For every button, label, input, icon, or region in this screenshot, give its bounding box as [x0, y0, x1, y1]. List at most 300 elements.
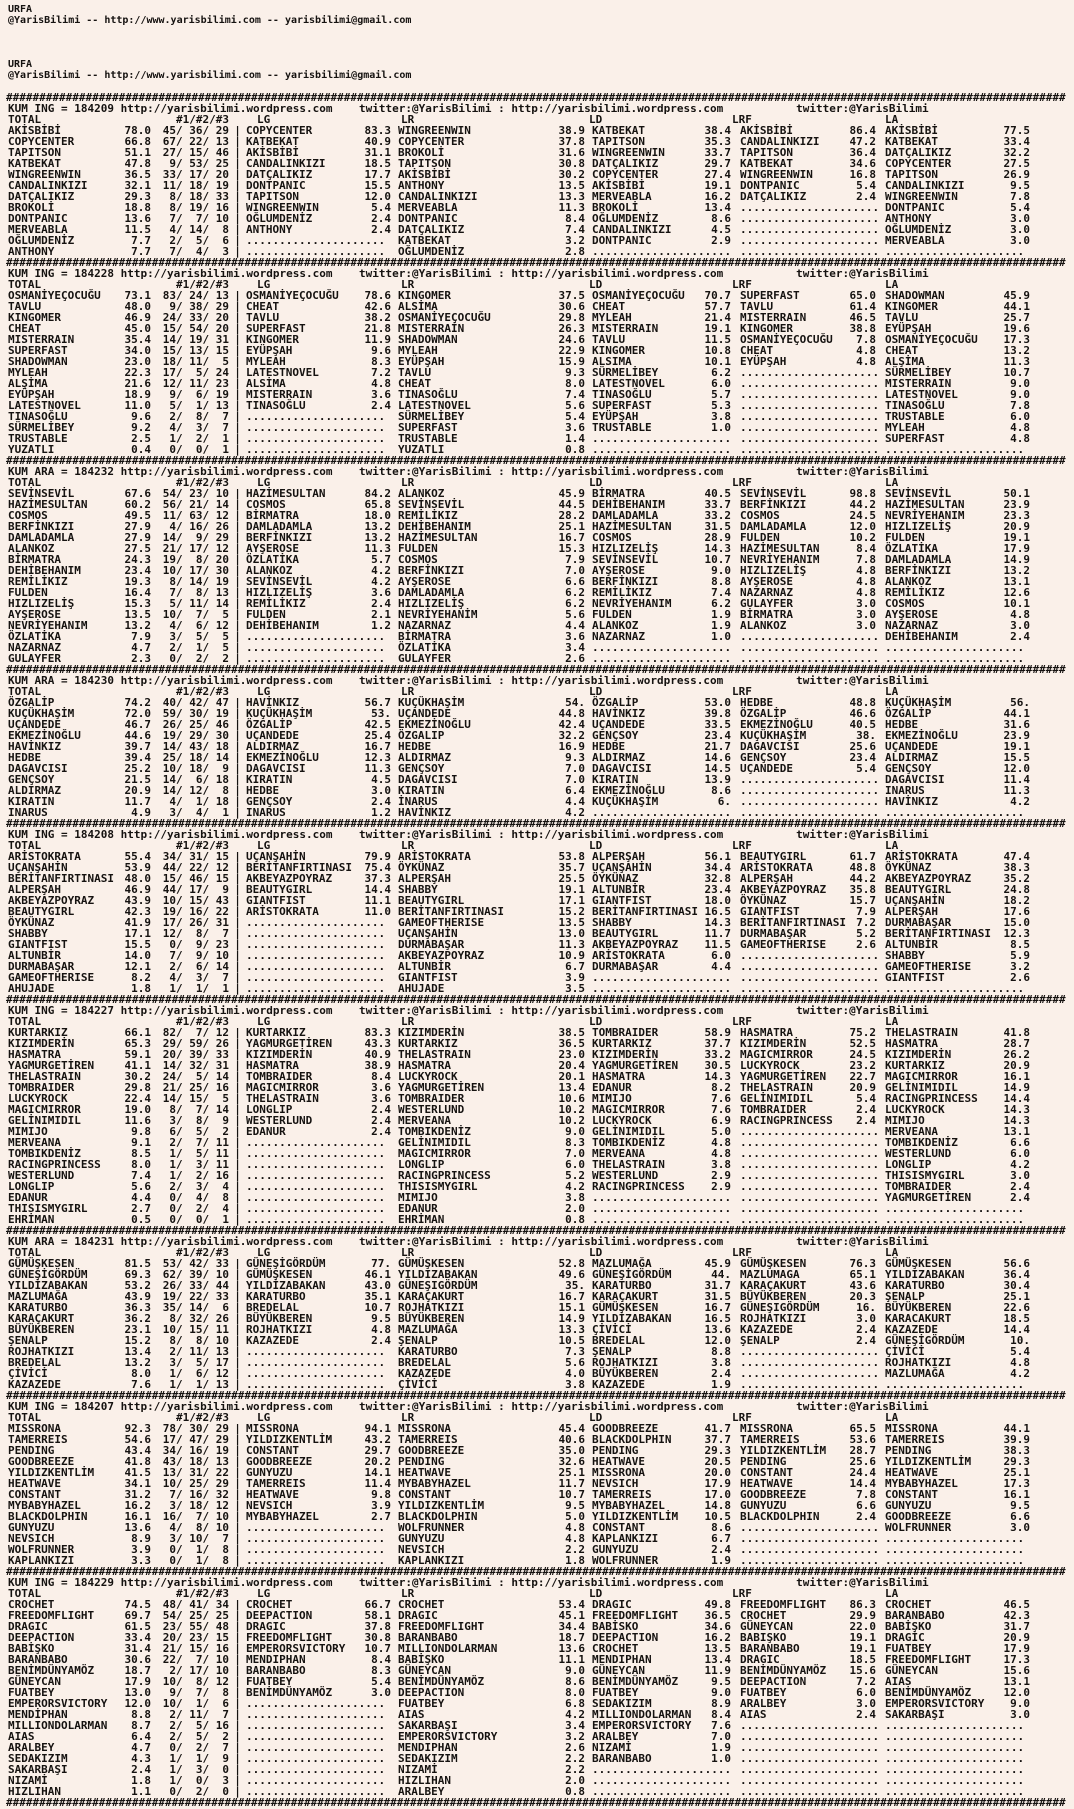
- ld-value: 6.2: [711, 366, 731, 379]
- ld-value: 14.8: [704, 1499, 731, 1512]
- lrf-horse-name: HEATWAVE: [740, 1477, 793, 1490]
- lg-horse-name: TINASOĞLU: [246, 399, 306, 412]
- total-value: 66.8: [124, 135, 151, 148]
- section-title-line: [0, 268, 1074, 279]
- dots-filler: .....................: [885, 1543, 1025, 1556]
- lr-value: 25.1: [558, 520, 585, 533]
- lrf-horse-name: KATBEKAT: [740, 157, 793, 170]
- total-value: 0.4: [131, 443, 151, 456]
- lr-value: 35.0: [558, 1444, 585, 1457]
- ld-horse-name: KINGOMER: [592, 344, 645, 357]
- dots-filler: .....................: [246, 1136, 386, 1149]
- lg-value: 58.1: [364, 1609, 391, 1622]
- ld-value: 1.9: [711, 608, 731, 621]
- column-divider: |: [234, 135, 241, 148]
- placings: 10/ 17/ 30: [162, 564, 229, 577]
- horse-name: KIZIMDERİN: [8, 1037, 75, 1050]
- ld-horse-name: ÖZGALİP: [592, 696, 639, 709]
- lr-value: 7.4: [565, 388, 585, 401]
- lrf-horse-name: GOODBREEZE: [740, 1488, 807, 1501]
- lg-value: 2.4: [371, 1334, 391, 1347]
- lr-horse-name: MERVEANA: [398, 1114, 451, 1127]
- la-value: 4.2: [1010, 1367, 1030, 1380]
- total-value: 45.0: [124, 322, 151, 335]
- ld-value: 29.3: [704, 1444, 731, 1457]
- ld-value: 7.6: [711, 1092, 731, 1105]
- la-value: 3.0: [1010, 1708, 1030, 1721]
- lg-value: 2.4: [371, 223, 391, 236]
- lr-value: 37.8: [558, 135, 585, 148]
- lr-value: 4.8: [565, 1532, 585, 1545]
- ld-horse-name: ALSIMA: [592, 355, 632, 368]
- lg-horse-name: UÇANŞAHİN: [246, 850, 306, 863]
- placings: 21/ 17/ 12: [162, 542, 229, 555]
- col-header-lg: LG: [257, 278, 271, 291]
- lrf-horse-name: CHEAT: [740, 344, 774, 357]
- total-value: 9.1: [131, 1136, 151, 1149]
- horse-name: TAPITSON: [8, 146, 61, 159]
- total-value: 13.6: [124, 1521, 151, 1534]
- ld-value: 13.4: [704, 201, 731, 214]
- col-header-places: #1/#2/#3: [176, 1411, 229, 1424]
- horse-name: CANDALINKIZI: [8, 179, 88, 192]
- ld-value: 1.9: [711, 1741, 731, 1754]
- lg-value: 5.7: [371, 553, 391, 566]
- la-value: 44.1: [1003, 300, 1030, 313]
- lr-value: 6.7: [565, 960, 585, 973]
- ld-horse-name: DURMABAŞAR: [592, 960, 659, 973]
- placings: 2/ 3/ 4: [162, 1180, 229, 1193]
- lrf-value: 34.6: [849, 157, 876, 170]
- column-divider: |: [234, 1345, 241, 1358]
- la-horse-name: GÜNEYCAN: [885, 1664, 938, 1677]
- ld-value: 8.8: [711, 575, 731, 588]
- la-horse-name: MAGICMIRROR: [885, 1070, 958, 1083]
- lrf-horse-name: DEEPACTION: [740, 1675, 807, 1688]
- la-horse-name: MERVEABLA: [885, 234, 945, 247]
- la-value: 31.7: [1003, 1620, 1030, 1633]
- dots-filler: .....................: [246, 1180, 386, 1193]
- lrf-horse-name: DONTPANIC: [740, 179, 800, 192]
- lg-value: 12.3: [364, 751, 391, 764]
- total-value: 22.4: [124, 1092, 151, 1105]
- column-divider: |: [234, 190, 241, 203]
- la-value: 39.9: [1003, 1433, 1030, 1446]
- lrf-horse-name: BİRMATRA: [740, 608, 793, 621]
- column-divider: |: [234, 707, 241, 720]
- lrf-value: 20.3: [849, 1290, 876, 1303]
- dots-filler: .....................: [740, 1191, 880, 1204]
- ld-horse-name: DONTPANIC: [592, 234, 652, 247]
- ld-value: 7.6: [711, 1719, 731, 1732]
- lg-horse-name: REMİLİKIZ: [246, 597, 306, 610]
- ld-value: 34.4: [704, 861, 731, 874]
- column-divider: |: [234, 1653, 241, 1666]
- lr-horse-name: KAZAZEDE: [398, 1367, 451, 1380]
- lr-horse-name: DEHİBEHANIM: [398, 520, 471, 533]
- lg-horse-name: GIANTFIST: [246, 894, 306, 907]
- placings: 82/ 7/ 12: [162, 1026, 229, 1039]
- ld-value: 4.5: [711, 223, 731, 236]
- total-value: 42.3: [124, 905, 151, 918]
- ld-value: 70.7: [704, 289, 731, 302]
- la-horse-name: BABİŞKO: [885, 1620, 932, 1633]
- column-divider: |: [234, 894, 241, 907]
- dots-filler: .....................: [740, 1378, 880, 1391]
- lrf-horse-name: KIZIMDERİN: [740, 1037, 807, 1050]
- horse-name: SÜRMELİBEY: [8, 421, 75, 434]
- total-value: 33.4: [124, 1631, 151, 1644]
- ld-horse-name: TAPITSON: [592, 135, 645, 148]
- ld-horse-name: ALDIRMAZ: [592, 751, 645, 764]
- lr-value: 15.1: [558, 1301, 585, 1314]
- lrf-horse-name: AYŞEROSE: [740, 575, 793, 588]
- ld-horse-name: MERVEABLA: [592, 190, 652, 203]
- column-divider: |: [234, 1609, 241, 1622]
- lg-value: 8.4: [371, 1070, 391, 1083]
- dots-filler: .....................: [246, 1741, 386, 1754]
- lrf-horse-name: KARAÇAKURT: [740, 1279, 807, 1292]
- ld-horse-name: ALANKOZ: [592, 619, 639, 632]
- lr-value: 7.3: [565, 1345, 585, 1358]
- ld-horse-name: GÜNEŞİGÖRDÜM: [592, 1268, 672, 1281]
- ld-horse-name: HIZLIZELİŞ: [592, 542, 659, 555]
- dots-filler: .....................: [246, 1356, 386, 1369]
- lr-horse-name: YILDIZABAKAN: [398, 1268, 478, 1281]
- placings: 3/ 4/ 1: [162, 806, 229, 819]
- dots-filler: .....................: [740, 971, 880, 984]
- lr-value: 10.6: [558, 1092, 585, 1105]
- col-header-lr: LR: [401, 1411, 415, 1424]
- total-value: 8.9: [131, 1532, 151, 1545]
- horse-name: PENDING: [8, 1444, 55, 1457]
- la-horse-name: WESTERLUND: [885, 1147, 952, 1160]
- section-title-line: [0, 675, 1074, 686]
- dots-filler: .....................: [246, 245, 386, 258]
- ld-horse-name: WINGREENWIN: [592, 146, 665, 159]
- ld-horse-name: GÜMÜŞKESEN: [592, 1301, 659, 1314]
- la-value: 13.1: [1003, 1675, 1030, 1688]
- lg-value: 3.9: [371, 1499, 391, 1512]
- lr-value: 35.: [565, 1279, 585, 1292]
- ld-value: 20.0: [704, 1466, 731, 1479]
- column-divider: |: [234, 1323, 241, 1336]
- ld-value: 32.8: [704, 872, 731, 885]
- section: [0, 1566, 1074, 1797]
- la-value: 31.6: [1003, 718, 1030, 731]
- la-value: 11.4: [1003, 773, 1030, 786]
- total-value: 29.3: [124, 190, 151, 203]
- ld-horse-name: HASMATRA: [592, 1070, 645, 1083]
- la-horse-name: TAVLU: [885, 311, 919, 324]
- section: [0, 92, 1074, 257]
- la-value: 3.0: [1010, 212, 1030, 225]
- lr-value: 11.3: [558, 201, 585, 214]
- col-header-total: TOTAL: [8, 1411, 42, 1424]
- lg-horse-name: KARATURBO: [246, 1290, 306, 1303]
- lrf-horse-name: MAGICMIRROR: [740, 1048, 813, 1061]
- section-twitter-handle: twitter:@YarisBilimi: [796, 1004, 929, 1017]
- total-value: 8.8: [131, 1708, 151, 1721]
- lrf-value: 15.6: [849, 1664, 876, 1677]
- lr-horse-name: ALDIRMAZ: [398, 751, 451, 764]
- placings: 48/ 41/ 34: [162, 1598, 229, 1611]
- lg-horse-name: HEDBE: [246, 784, 280, 797]
- ld-value: 13.9: [704, 773, 731, 786]
- col-header-la: LA: [885, 839, 899, 852]
- lr-value: 3.8: [565, 1378, 585, 1391]
- column-divider: |: [234, 344, 241, 357]
- col-header-lg: LG: [257, 476, 271, 489]
- lr-value: 45.1: [558, 1609, 585, 1622]
- dots-filler: .....................: [246, 1532, 386, 1545]
- dots-filler: .....................: [740, 960, 880, 973]
- horse-name: SHADOWMAN: [8, 355, 68, 368]
- la-value: 23.9: [1003, 498, 1030, 511]
- lr-horse-name: HEDBE: [398, 740, 432, 753]
- lr-horse-name: RACINGPRINCESS: [398, 1169, 491, 1182]
- horse-name: KINGOMER: [8, 311, 61, 324]
- total-value: 55.4: [124, 850, 151, 863]
- total-value: 2.4: [131, 1763, 151, 1776]
- col-header-la: LA: [885, 1587, 899, 1600]
- lg-value: 4.8: [371, 1323, 391, 1336]
- lg-value: 14.4: [364, 883, 391, 896]
- la-horse-name: DAGAVCISI: [885, 773, 945, 786]
- lr-horse-name: KAPLANKIZI: [398, 1554, 465, 1567]
- ld-horse-name: BARANBABO: [592, 1752, 652, 1765]
- dots-filler: .....................: [885, 652, 1025, 665]
- col-header-places: #1/#2/#3: [176, 476, 229, 489]
- section: [0, 1390, 1074, 1566]
- la-horse-name: BENİMDÜNYAMÖZ: [885, 1686, 972, 1699]
- total-value: 1.8: [131, 1774, 151, 1787]
- placings: 4/ 3/ 7: [162, 971, 229, 984]
- la-horse-name: KATBEKAT: [885, 135, 938, 148]
- dots-filler: .....................: [592, 1202, 732, 1215]
- section-twitter-handle: twitter:@YarisBilimi: [796, 465, 929, 478]
- lr-value: 10.2: [558, 1103, 585, 1116]
- lr-value: 7.4: [565, 223, 585, 236]
- la-horse-name: ALTUNBİR: [885, 938, 938, 951]
- la-horse-name: MYLEAH: [885, 421, 925, 434]
- total-value: 59.1: [124, 1048, 151, 1061]
- lg-value: 18.5: [364, 157, 391, 170]
- total-value: 67.6: [124, 487, 151, 500]
- la-horse-name: LONGLIP: [885, 1158, 932, 1171]
- lrf-horse-name: ŞENALP: [740, 1334, 780, 1347]
- lr-value: 7.0: [565, 564, 585, 577]
- col-header-ld: LD: [589, 839, 603, 852]
- column-divider: |: [234, 1202, 241, 1215]
- horse-name: HEDBE: [8, 751, 42, 764]
- ld-horse-name: DRAGIC: [592, 1598, 632, 1611]
- dots-filler: .....................: [592, 1191, 732, 1204]
- total-value: 39.7: [124, 740, 151, 753]
- total-value: 29.8: [124, 1081, 151, 1094]
- horse-name: TOMBRAIDER: [8, 1081, 75, 1094]
- dots-filler: .....................: [740, 949, 880, 962]
- total-value: 8.7: [131, 1719, 151, 1732]
- dots-filler: .....................: [246, 938, 386, 951]
- total-value: 7.7: [131, 245, 151, 258]
- dots-filler: .....................: [592, 1763, 732, 1776]
- placings: 10/ 25/ 29: [162, 1477, 229, 1490]
- placings: 7/ 4/ 3: [162, 245, 229, 258]
- dots-filler: .....................: [740, 1147, 880, 1160]
- section-separator: ################################################################################################################################################################: [6, 256, 1066, 269]
- horse-name: KURTARKIZ: [8, 1026, 68, 1039]
- total-value: 1.8: [131, 982, 151, 995]
- lg-horse-name: KIRATIN: [246, 773, 293, 786]
- lr-value: 49.6: [558, 1268, 585, 1281]
- la-value: 44.1: [1003, 1422, 1030, 1435]
- la-horse-name: THISISMYGIRL: [885, 1169, 965, 1182]
- lr-value: 13.5: [558, 916, 585, 929]
- lg-value: 3.6: [371, 1092, 391, 1105]
- horse-name: INARUS: [8, 806, 48, 819]
- la-value: 38.3: [1003, 861, 1030, 874]
- placings: 4/ 14/ 8: [162, 223, 229, 236]
- placings: 7/ 7/ 10: [162, 212, 229, 225]
- ld-value: 9.0: [711, 1686, 731, 1699]
- dots-filler: .....................: [740, 443, 880, 456]
- lr-value: 6.8: [565, 1697, 585, 1710]
- la-horse-name: SUPERFAST: [885, 432, 945, 445]
- total-value: 9.2: [131, 421, 151, 434]
- la-horse-name: YAGMURGETİREN: [885, 1191, 972, 1204]
- la-value: 38.3: [1003, 1444, 1030, 1457]
- lrf-horse-name: KUÇÜKHAŞİM: [740, 729, 807, 742]
- lr-value: 38.5: [558, 1026, 585, 1039]
- ld-value: 53.0: [704, 696, 731, 709]
- total-value: 34.0: [124, 344, 151, 357]
- la-value: 41.8: [1003, 1026, 1030, 1039]
- horse-name: ROJHATKIZI: [8, 1345, 75, 1358]
- lg-horse-name: ÖZLATİKA: [246, 553, 299, 566]
- lr-horse-name: BERFİNKIZI: [398, 564, 465, 577]
- total-value: 1.1: [131, 1785, 151, 1798]
- section-url: http://yarisbilimi.wordpress.com: [120, 1576, 333, 1589]
- ld-horse-name: LUCKYROCK: [592, 1114, 652, 1127]
- la-horse-name: TAPITSON: [885, 168, 938, 181]
- placings: 4/ 3/ 7: [162, 421, 229, 434]
- lr-value: 16.7: [558, 1290, 585, 1303]
- dots-filler: .....................: [885, 1763, 1025, 1776]
- lrf-value: 76.3: [849, 1257, 876, 1270]
- lr-value: 15.2: [558, 905, 585, 918]
- lr-value: 9.0: [565, 1664, 585, 1677]
- ld-horse-name: DATÇALIKIZ: [592, 157, 659, 170]
- total-value: 7.9: [131, 630, 151, 643]
- section-separator: ################################################################################################################################################################: [6, 1565, 1066, 1578]
- dots-filler: .....................: [740, 1532, 880, 1545]
- dots-filler: .....................: [246, 421, 386, 434]
- la-horse-name: TINASOĞLU: [885, 399, 945, 412]
- dots-filler: .....................: [740, 1180, 880, 1193]
- lrf-horse-name: COSMOS: [740, 509, 780, 522]
- la-value: 77.5: [1003, 124, 1030, 137]
- total-value: 5.6: [131, 1180, 151, 1193]
- horse-name: THISISMYGIRL: [8, 1202, 88, 1215]
- lg-horse-name: TOMBRAIDER: [246, 1070, 313, 1083]
- section-twitter-handle: twitter:@YarisBilimi: [796, 1400, 929, 1413]
- dots-filler: .....................: [740, 245, 880, 258]
- ld-horse-name: NEVRİYEHANIM: [592, 597, 672, 610]
- lg-horse-name: ALSİMA: [246, 377, 286, 390]
- total-value: 49.5: [124, 509, 151, 522]
- ld-horse-name: TINASOĞLU: [592, 388, 652, 401]
- lg-value: 1.2: [371, 806, 391, 819]
- lr-value: 45.9: [558, 487, 585, 500]
- lr-value: 4.8: [565, 1521, 585, 1534]
- lr-horse-name: İNARUS: [398, 795, 438, 808]
- section-title: KUM ING = 184229: [8, 1576, 121, 1589]
- lr-horse-name: SAKARBAŞI: [398, 1719, 458, 1732]
- lg-horse-name: SEVİNSEVİL: [246, 575, 313, 588]
- placings: 3/ 10/ 7: [162, 1532, 229, 1545]
- total-value: 44.6: [124, 729, 151, 742]
- ld-horse-name: YAGMURGETİREN: [592, 1059, 679, 1072]
- col-header-total: TOTAL: [8, 685, 42, 698]
- horse-name: UÇANŞAHİN: [8, 861, 68, 874]
- ld-horse-name: AYŞEROSE: [592, 564, 645, 577]
- col-header-la: LA: [885, 1411, 899, 1424]
- horse-name: REMİLİKIZ: [8, 575, 68, 588]
- placings: 21/ 25/ 16: [162, 1081, 229, 1094]
- placings: 26/ 25/ 46: [162, 718, 229, 731]
- ld-horse-name: ÖYKÜNAZ: [592, 872, 639, 885]
- col-header-lr: LR: [401, 278, 415, 291]
- la-value: 2.6: [1010, 971, 1030, 984]
- lr-value: 13.5: [558, 179, 585, 192]
- total-value: 41.9: [124, 916, 151, 929]
- total-value: 7.4: [131, 1169, 151, 1182]
- horse-name: ÇİVİCİ: [8, 1367, 48, 1380]
- section-separator: ################################################################################################################################################################: [6, 1389, 1066, 1402]
- section-twitter-handle: twitter:@YarisBilimi: [796, 102, 929, 115]
- column-divider: |: [234, 1675, 241, 1688]
- total-value: 13.2: [124, 1356, 151, 1369]
- horse-name: KARATURBO: [8, 1301, 68, 1314]
- lrf-horse-name: MAZLUMAGA: [740, 1268, 800, 1281]
- la-horse-name: HEATWAVE: [885, 1466, 938, 1479]
- section-twitter-link: twitter:@YarisBilimi : http://yarisbilimi.wordpress.com: [359, 267, 724, 280]
- placings: 53/ 42/ 33: [162, 1257, 229, 1270]
- ld-horse-name: EKMEZİNOĞLU: [592, 784, 665, 797]
- lrf-value: 35.8: [849, 883, 876, 896]
- dots-filler: .....................: [885, 1774, 1025, 1787]
- la-horse-name: REMİLİKIZ: [885, 586, 945, 599]
- lg-value: 21.8: [364, 322, 391, 335]
- la-horse-name: RACINGPRINCESS: [885, 1092, 978, 1105]
- dots-filler: .....................: [740, 388, 880, 401]
- ld-value: 45.9: [704, 1257, 731, 1270]
- lrf-value: 6.6: [856, 1499, 876, 1512]
- la-horse-name: ALDIRMAZ: [885, 751, 938, 764]
- report-sections: [0, 92, 1074, 1797]
- la-value: 4.2: [1010, 795, 1030, 808]
- ld-horse-name: TRUSTABLE: [592, 421, 652, 434]
- la-horse-name: TAMERREIS: [885, 1433, 945, 1446]
- ld-value: 10.1: [704, 355, 731, 368]
- column-divider: |: [234, 201, 241, 214]
- lr-value: 31.6: [558, 146, 585, 159]
- lr-value: 32.2: [558, 729, 585, 742]
- ld-horse-name: ŞENALP: [592, 1345, 632, 1358]
- total-value: 36.3: [124, 1301, 151, 1314]
- lg-value: 1.2: [371, 619, 391, 632]
